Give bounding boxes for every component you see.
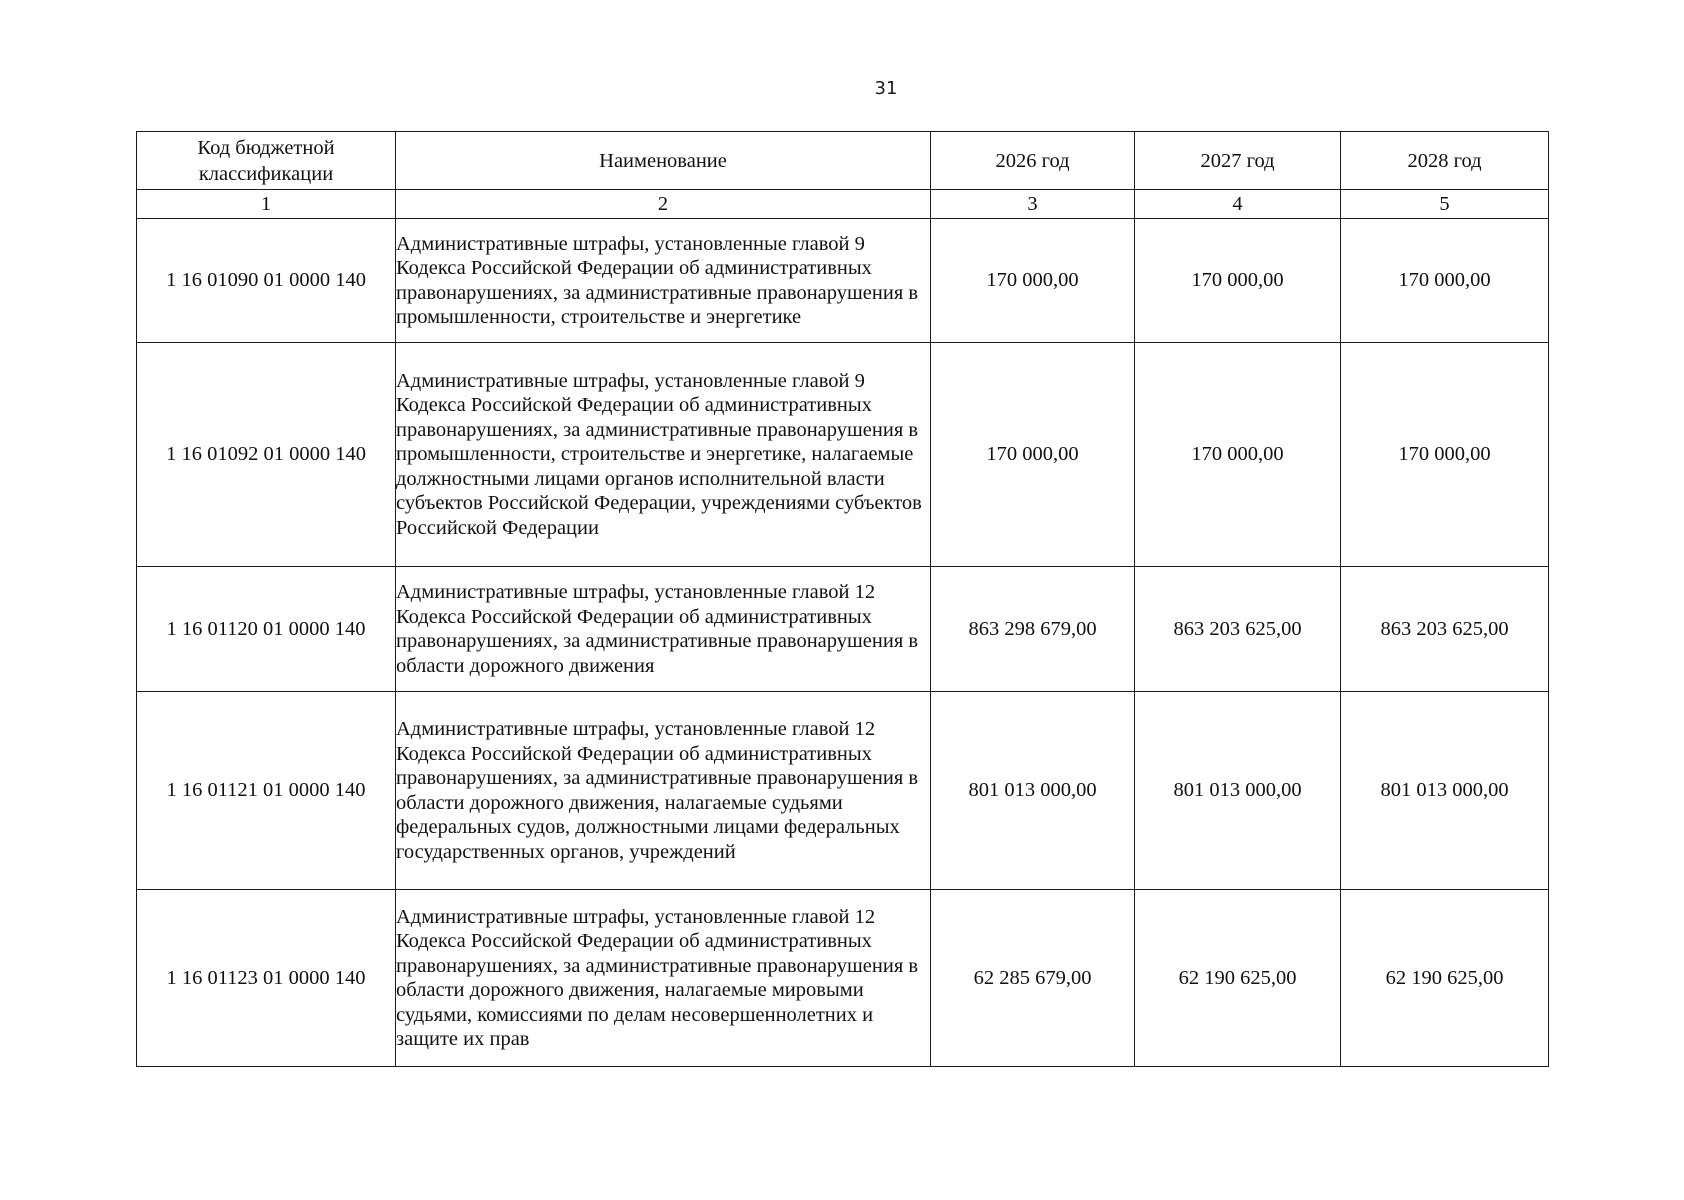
table-row (137, 219, 1549, 343)
amount-2027-cell: 170 000,00 (1135, 219, 1341, 343)
header-year-2026: 2026 год (931, 132, 1135, 190)
amount-2028-cell: 62 190 625,00 (1341, 890, 1549, 1067)
budget-code-cell: 1 16 01090 01 0000 140 (137, 219, 396, 343)
amount-2026-cell: 62 285 679,00 (931, 890, 1135, 1067)
name-cell: Административные штрафы, установленные главой 9 Кодекса Российской Федерации об административных правонарушениях, за административные правонарушения в промышленности, строительстве и энергетике (396, 219, 931, 343)
amount-2026-cell: 170 000,00 (931, 219, 1135, 343)
table-row (137, 567, 1549, 692)
amount-2028-cell: 170 000,00 (1341, 343, 1549, 567)
table-row (137, 890, 1549, 1067)
amount-2026-cell: 170 000,00 (931, 343, 1135, 567)
amount-2026-cell: 801 013 000,00 (931, 692, 1135, 890)
column-number-row (137, 190, 1549, 219)
amount-2027-cell: 863 203 625,00 (1135, 567, 1341, 692)
amount-2026-cell: 863 298 679,00 (931, 567, 1135, 692)
amount-2028-cell: 863 203 625,00 (1341, 567, 1549, 692)
column-number: 2 (396, 190, 931, 219)
header-year-2028: 2028 год (1341, 132, 1549, 190)
table-header-row (137, 132, 1549, 190)
budget-code-cell: 1 16 01120 01 0000 140 (137, 567, 396, 692)
budget-code-cell: 1 16 01123 01 0000 140 (137, 890, 396, 1067)
amount-2028-cell: 801 013 000,00 (1341, 692, 1549, 890)
header-code: Код бюджетной классификации (137, 132, 396, 190)
name-cell: Административные штрафы, установленные главой 12 Кодекса Российской Федерации об административных правонарушениях, за административные правонарушения в области дорожного движения, налагаемые судьями федеральных судов, должностными лицами федеральных государственных органов, учреждений (396, 692, 931, 890)
amount-2027-cell: 170 000,00 (1135, 343, 1341, 567)
budget-revenue-table (136, 131, 1549, 1067)
table-row (137, 343, 1549, 567)
header-name: Наименование (396, 132, 931, 190)
table-row (137, 692, 1549, 890)
budget-code-cell: 1 16 01092 01 0000 140 (137, 343, 396, 567)
amount-2027-cell: 801 013 000,00 (1135, 692, 1341, 890)
header-year-2027: 2027 год (1135, 132, 1341, 190)
page-number: 31 (874, 78, 898, 99)
name-cell: Административные штрафы, установленные главой 12 Кодекса Российской Федерации об административных правонарушениях, за административные правонарушения в области дорожного движения, налагаемые мировыми судьями, комиссиями по делам несовершеннолетних и защите их прав (396, 890, 931, 1067)
name-cell: Административные штрафы, установленные главой 12 Кодекса Российской Федерации об административных правонарушениях, за административные правонарушения в области дорожного движения (396, 567, 931, 692)
column-number: 3 (931, 190, 1135, 219)
column-number: 5 (1341, 190, 1549, 219)
amount-2028-cell: 170 000,00 (1341, 219, 1549, 343)
amount-2027-cell: 62 190 625,00 (1135, 890, 1341, 1067)
name-cell: Административные штрафы, установленные главой 9 Кодекса Российской Федерации об административных правонарушениях, за административные правонарушения в промышленности, строительстве и энергетике, налагаемые должностными лицами органов исполнительной власти субъектов Российской Федерации, учреждениями субъектов Российской Федерации (396, 343, 931, 567)
column-number: 1 (137, 190, 396, 219)
column-number: 4 (1135, 190, 1341, 219)
budget-code-cell: 1 16 01121 01 0000 140 (137, 692, 396, 890)
